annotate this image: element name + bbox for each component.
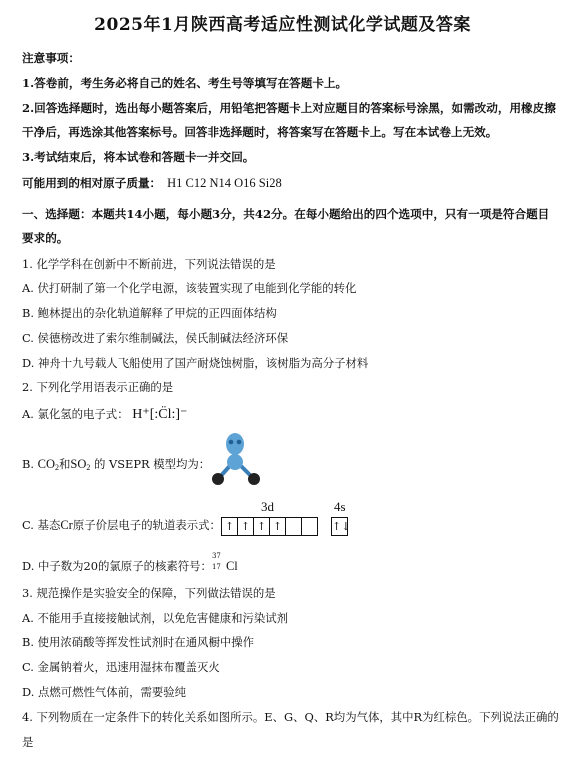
nuclide-scripts [211, 552, 226, 572]
q1-option-c: C. 侯德榜改进了索尔维制碱法，侯氏制碱法经济环保 [22, 331, 289, 345]
atomic-mass-label: 可能用到的相对原子质量： [22, 176, 162, 190]
q1-stem: 1. 化学学科在创新中不断前进，下列说法错误的是 [22, 257, 276, 271]
q2-option-b-prefix: B. [22, 457, 34, 471]
q2-option-c-suffix: 原子价层电子的轨道表示式： [72, 518, 221, 532]
q2-option-b-suffix: 的 VSEPR 模型均为： [94, 457, 211, 471]
q3-option-d: D. 点燃可燃性气体前，需要验纯 [22, 685, 187, 699]
q3-option-b: B. 使用浓硝酸等挥发性试剂时在通风橱中操作 [22, 635, 255, 649]
orbital-box-3d-6 [301, 517, 318, 536]
q2-option-c-prefix: C. 基态 [22, 518, 61, 532]
notice-item-2-cont: 干净后，再选涂其他答案标号。回答非选择题时，将答案写在答题卡上。写在本试卷上无效。 [22, 125, 498, 139]
vsepr-model-image [205, 432, 265, 490]
q2-option-c [22, 517, 221, 533]
page-title: 2025年1月陕西高考适应性测试化学试题及答案 [94, 15, 471, 35]
section1-line1: 一、选择题：本题共14小题，每小题3分，共42分。在每小题给出的四个选项中，只有一项是符合题目 [22, 207, 550, 221]
q3-stem: 3. 规范操作是实验安全的保障，下列做法错误的是 [22, 586, 276, 600]
q3-option-a: A. 不能用手直接接触试剂，以免危害健康和污染试剂 [22, 611, 289, 625]
q1-option-b: B. 鲍林提出的杂化轨道解释了甲烷的正四面体结构 [22, 306, 277, 320]
orbital-4s-label: 4s [334, 499, 346, 514]
q1-option-a: A. 伏打研制了第一个化学电源，该装置实现了电能到化学能的转化 [22, 281, 357, 295]
hcl-electron-formula: H⁺[:C̈l:]⁻ [132, 407, 188, 422]
notice-heading: 注意事项： [22, 51, 80, 65]
orbital-3d-label: 3d [261, 499, 274, 514]
orbital-box-3d-4: ↑ [269, 517, 286, 536]
orbital-box-3d-5 [285, 517, 302, 536]
notice-item-2: 2.回答选择题时，选出每小题答案后，用铅笔把答题卡上对应题目的答案标号涂黑，如需改动，用橡皮擦 [22, 101, 556, 115]
q2-stem: 2. 下列化学用语表示正确的是 [22, 380, 174, 394]
q2-option-a-prefix: A. 氯化氢的电子式： [22, 407, 129, 421]
nuclide-symbol: Cl [225, 559, 238, 573]
q1-option-d: D. 神舟十九号载人飞船使用了国产耐烧蚀树脂，该树脂为高分子材料 [22, 356, 369, 370]
atomic-mass-line [22, 175, 282, 191]
q2-option-d-prefix: D. 中子数为20的氯原子的核素符号： [22, 559, 212, 573]
q2-option-d [22, 552, 238, 574]
q2-option-b [22, 456, 210, 472]
q2-and: 和 [59, 457, 71, 471]
cr-symbol: Cr [60, 518, 73, 532]
atomic-mass-values: H1 C12 N14 O16 Si28 [167, 176, 282, 190]
orbital-box-3d-1: ↑ [221, 517, 238, 536]
q4-stem: 4. 下列物质在一定条件下的转化关系如图所示。E、G、Q、R均为气体，其中R为红棕色。下列说法正确的 [22, 710, 559, 724]
nuclide-atomic-number: 17 [211, 563, 221, 571]
nuclide-mass-number: 37 [211, 552, 221, 560]
co2-formula: $CO_2$ [37, 457, 59, 472]
notice-item-3: 3.考试结束后，将本试卷和答题卡一并交回。 [22, 150, 255, 164]
notice-item-1: 1.答卷前，考生务必将自己的姓名、考生号等填写在答题卡上。 [22, 76, 348, 90]
section1-line2: 要求的。 [22, 231, 69, 245]
so2-formula: $SO_2$ [70, 457, 91, 472]
q4-stem-cont: 是 [22, 735, 34, 749]
orbital-box-3d-2: ↑ [237, 517, 254, 536]
q3-option-c: C. 金属钠着火，迅速用湿抹布覆盖灭火 [22, 660, 220, 674]
q2-option-a [22, 406, 187, 423]
orbital-box-4s: ↑↓ [331, 517, 348, 536]
orbital-box-3d-3: ↑ [253, 517, 270, 536]
